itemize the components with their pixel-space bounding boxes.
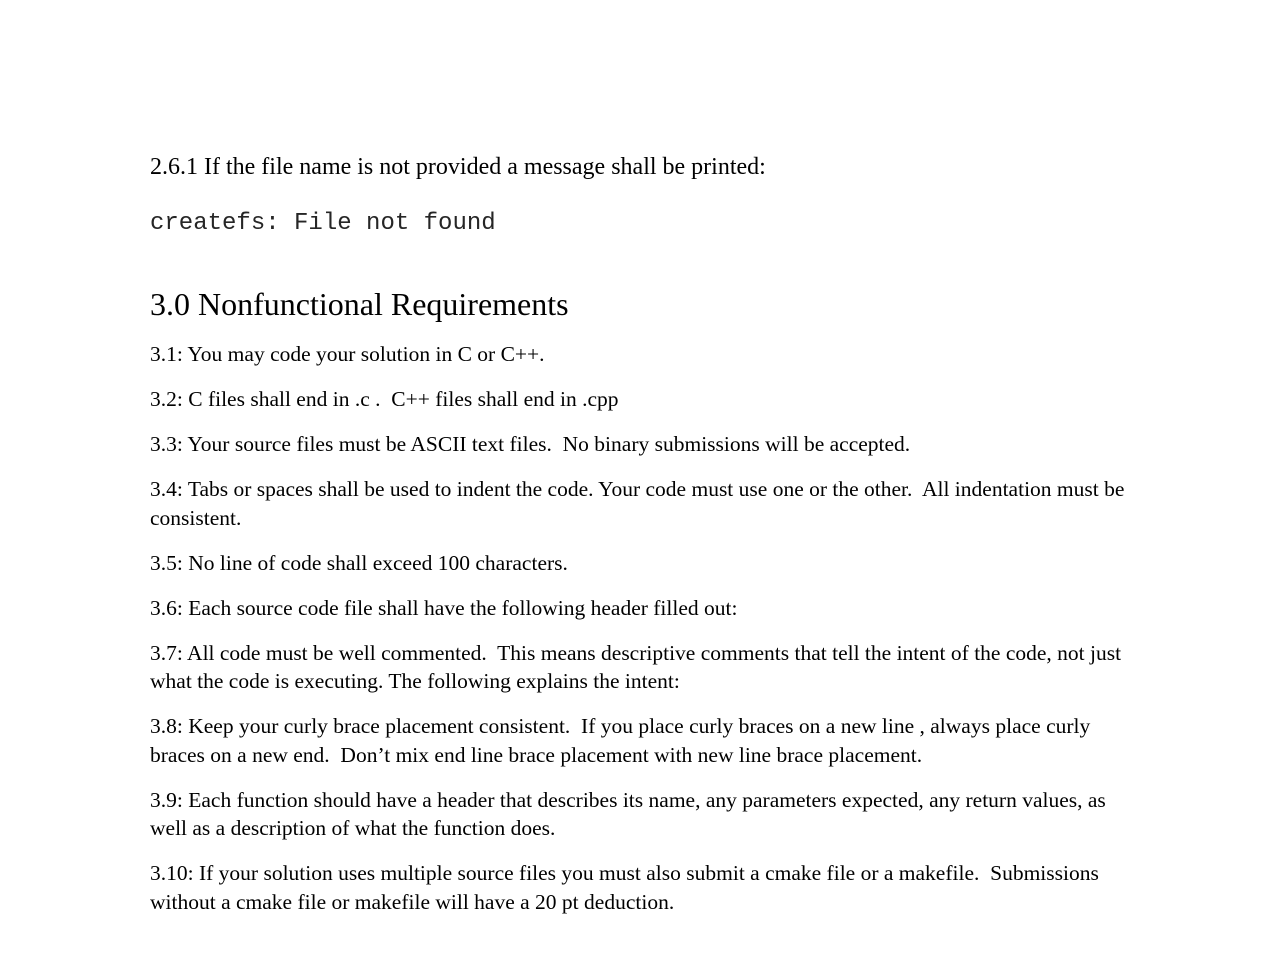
requirement-3-1: 3.1: You may code your solution in C or C++. (150, 342, 545, 366)
requirements-list (150, 340, 1140, 933)
requirement-3-7: 3.7: All code must be well commented. This means descriptive comments that tell the intent of the code, not just what the code is executing. The following explains the intent: (150, 640, 1127, 693)
requirement-3-5: 3.5: No line of code shall exceed 100 characters. (150, 550, 568, 575)
requirement-3-2: 3.2: C files shall end in .c . C++ files shall end in .cpp (150, 387, 619, 411)
requirement-3-3: 3.3: Your source files must be ASCII text files. No binary submissions will be accepted. (150, 432, 911, 456)
requirement-3-4: 3.4: Tabs or spaces shall be used to indent the code. Your code must use one or the other. All indentation must be consistent. (150, 477, 1130, 530)
requirement-3-6: 3.6: Each source code file shall have the following header filled out: (150, 595, 738, 620)
requirement-3-8: 3.8: Keep your curly brace placement consistent. If you place curly braces on a new line , always place curly braces on a new end. Don’t mix end line brace placement with new line brace placement. (150, 714, 1096, 767)
error-message-code: createfs: File not found (150, 210, 496, 237)
requirement-3-9: 3.9: Each function should have a header that describes its name, any parameters expected, any return values, as well as a description of what the function does. (150, 787, 1112, 840)
requirement-3-10: 3.10: If your solution uses multiple source files you must also submit a cmake file or a makefile. Submissions without a cmake file or makefile will have a 20 pt deduction. (150, 861, 1105, 914)
section-heading: 3.0 Nonfunctional Requirements (150, 286, 569, 322)
requirement-2-6-1: 2.6.1 If the file name is not provided a message shall be printed: (150, 154, 766, 180)
